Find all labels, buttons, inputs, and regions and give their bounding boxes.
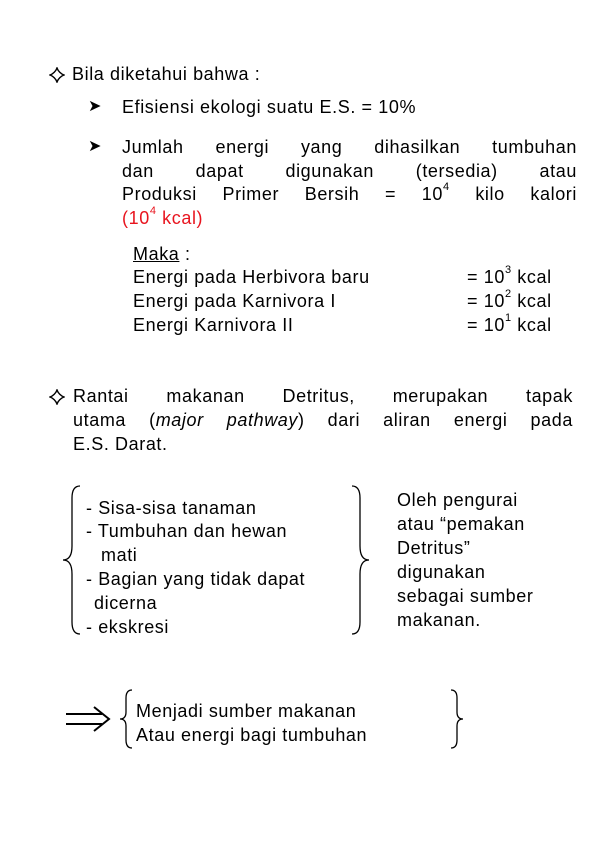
row-karnivora2-label: Energi Karnivora II [133, 315, 294, 335]
value-pre: = 10 [467, 267, 505, 287]
left-brace-icon [118, 688, 134, 750]
line2-italic: major pathway [155, 410, 299, 430]
ppb-unit: kilo kalori [449, 184, 577, 204]
value-exp: 2 [504, 288, 512, 300]
ppb-kcal-pre: (10 [122, 208, 150, 228]
row-karnivora1-label: Energi pada Karnivora I [133, 291, 336, 311]
decomposer-line-3: Detritus” [397, 538, 471, 558]
ppb-exponent: 4 [442, 181, 450, 193]
source-item-3: - Bagian yang tidak dapat [86, 569, 306, 589]
value-exp: 3 [504, 264, 512, 276]
section2-line1: Rantai makanan Detritus, merupakan tapak [73, 386, 573, 406]
value-pre: = 10 [467, 291, 505, 311]
source-item-1: - Sisa-sisa tanaman [86, 498, 257, 518]
diamond-bullet-icon [49, 67, 65, 83]
arrow-bullet-icon: ➤ [88, 98, 103, 115]
decomposer-line-5: sebagai sumber [397, 586, 534, 606]
source-item-4: - ekskresi [86, 617, 170, 637]
right-brace-icon [350, 484, 372, 636]
section2-line3: E.S. Darat. [73, 434, 168, 454]
value-pre: = 10 [467, 315, 505, 335]
decomposer-line-6: makanan. [397, 610, 481, 630]
value-post: kcal [511, 267, 552, 287]
value-exp: 1 [504, 312, 512, 324]
ppb-kcal-value [122, 205, 204, 229]
result-line-2: Atau energi bagi tumbuhan [136, 725, 368, 745]
row-karnivora1-value [467, 288, 552, 312]
row-herbivora-label: Energi pada Herbivora baru [133, 267, 370, 287]
line2-post: ) dari aliran energi pada [298, 410, 573, 430]
decomposer-line-4: digunakan [397, 562, 486, 582]
source-item-2: - Tumbuhan dan hewan [86, 521, 288, 541]
left-brace-icon [60, 484, 82, 636]
result-line-1: Menjadi sumber makanan [136, 701, 357, 721]
section1-heading: Bila diketahui bahwa : [72, 64, 261, 84]
source-item-3b: dicerna [94, 593, 158, 613]
diamond-bullet-icon [49, 389, 65, 405]
ppb-kcal-post: kcal) [156, 208, 204, 228]
decomposer-line-1: Oleh pengurai [397, 490, 518, 510]
source-item-2b: mati [101, 545, 138, 565]
line2-pre: utama ( [73, 410, 156, 430]
point-efisiensi: Efisiensi ekologi suatu E.S. = 10% [122, 97, 417, 117]
value-post: kcal [511, 291, 552, 311]
maka-colon: : [179, 244, 191, 264]
point-energi-line3 [122, 181, 577, 205]
decomposer-line-2: atau “pemakan [397, 514, 525, 534]
implies-arrow-icon [64, 705, 112, 733]
row-herbivora-value [467, 264, 552, 288]
ppb-text: Produksi Primer Bersih = 10 [122, 184, 443, 204]
right-brace-icon [449, 688, 465, 750]
point-energi-line1: Jumlah energi yang dihasilkan tumbuhan [122, 137, 577, 157]
maka-label [133, 244, 191, 265]
section2-line2 [73, 410, 573, 431]
arrow-bullet-icon: ➤ [88, 138, 103, 155]
ppb-kcal-exp: 4 [149, 205, 157, 217]
maka-word: Maka [133, 244, 180, 264]
value-post: kcal [511, 315, 552, 335]
point-energi-line2: dan dapat digunakan (tersedia) atau [122, 161, 577, 181]
row-karnivora2-value [467, 312, 552, 336]
